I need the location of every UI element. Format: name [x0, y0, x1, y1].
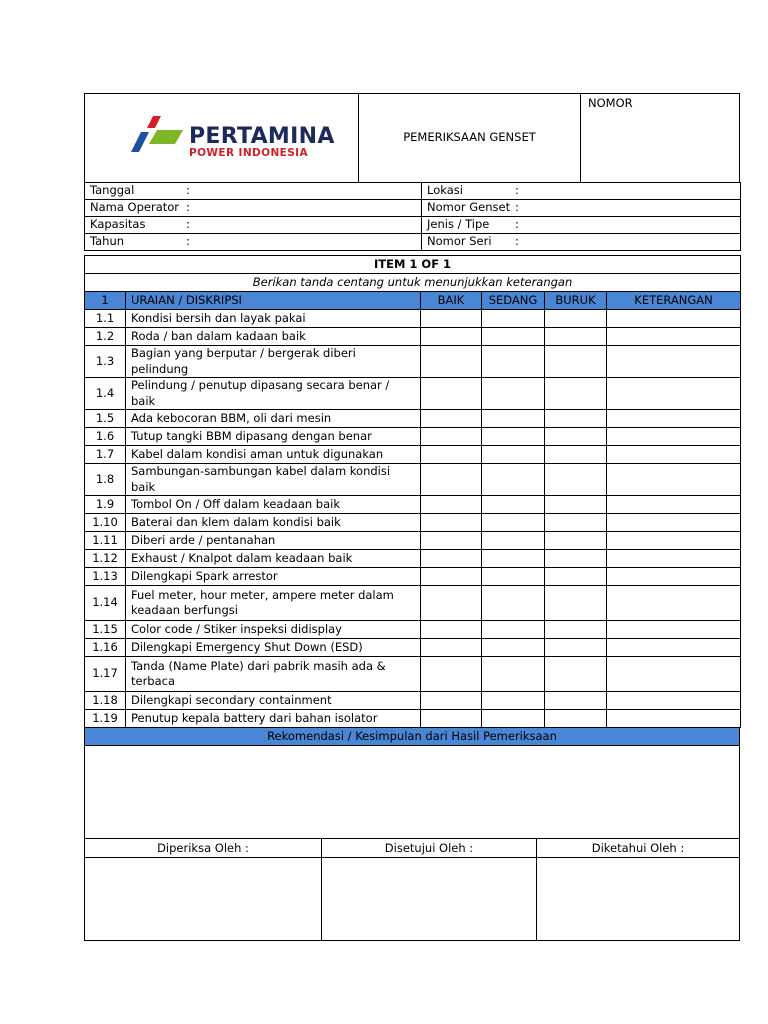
- keterangan-cell[interactable]: [607, 692, 741, 710]
- checklist-row: [85, 446, 741, 464]
- colon: :: [186, 217, 190, 232]
- sedang-checkbox-cell[interactable]: [482, 410, 545, 428]
- buruk-checkbox-cell[interactable]: [545, 428, 607, 446]
- doc-title-cell: [358, 93, 581, 183]
- checklist-row: [85, 496, 741, 514]
- item-title: ITEM 1 OF 1: [85, 256, 741, 274]
- row-number: 1.1: [85, 310, 126, 328]
- signature-block: [84, 839, 740, 941]
- keterangan-cell[interactable]: [607, 621, 741, 639]
- row-description: Dilengkapi Spark arrestor: [126, 568, 421, 586]
- sedang-checkbox-cell[interactable]: [482, 639, 545, 657]
- instruction-text: Berikan tanda centang untuk menunjukkan keterangan: [85, 274, 741, 292]
- row-number: 1.15: [85, 621, 126, 639]
- sedang-checkbox-cell[interactable]: [482, 464, 545, 496]
- row-description: Kabel dalam kondisi aman untuk digunakan: [126, 446, 421, 464]
- sedang-checkbox-cell[interactable]: [482, 532, 545, 550]
- kapasitas-label: Kapasitas: [90, 217, 146, 232]
- disetujui-signature-box[interactable]: [322, 858, 536, 941]
- colon: :: [515, 200, 519, 215]
- colon: :: [515, 217, 519, 232]
- row-description: Dilengkapi secondary containment: [126, 692, 421, 710]
- keterangan-cell[interactable]: [607, 464, 741, 496]
- diperiksa-signature-box[interactable]: [84, 858, 322, 941]
- baik-checkbox-cell[interactable]: [421, 428, 482, 446]
- checklist-row: [85, 328, 741, 346]
- row-description: Tutup tangki BBM dipasang dengan benar: [126, 428, 421, 446]
- checklist-row: [85, 568, 741, 586]
- baik-checkbox-cell[interactable]: [421, 410, 482, 428]
- buruk-checkbox-cell[interactable]: [545, 568, 607, 586]
- sedang-checkbox-cell[interactable]: [482, 657, 545, 692]
- baik-checkbox-cell[interactable]: [421, 586, 482, 621]
- jenis-tipe-field[interactable]: [422, 217, 741, 234]
- baik-checkbox-cell[interactable]: [421, 692, 482, 710]
- checklist-row: [85, 550, 741, 568]
- row-number: 1.7: [85, 446, 126, 464]
- row-description: Roda / ban dalam kadaan baik: [126, 328, 421, 346]
- keterangan-cell[interactable]: [607, 378, 741, 410]
- baik-checkbox-cell[interactable]: [421, 346, 482, 378]
- sedang-checkbox-cell[interactable]: [482, 692, 545, 710]
- sedang-checkbox-cell[interactable]: [482, 550, 545, 568]
- diketahui-signature-box[interactable]: [536, 858, 740, 941]
- nama-operator-label: Nama Operator: [90, 200, 180, 215]
- checklist-row: [85, 532, 741, 550]
- jenis-tipe-label: Jenis / Tipe: [427, 217, 490, 232]
- checklist-table: [84, 255, 741, 728]
- buruk-checkbox-cell[interactable]: [545, 532, 607, 550]
- col-uraian-header: URAIAN / DISKRIPSI: [126, 292, 421, 310]
- row-description: Dilengkapi Emergency Shut Down (ESD): [126, 639, 421, 657]
- colon: :: [515, 234, 519, 249]
- keterangan-cell[interactable]: [607, 328, 741, 346]
- diperiksa-label: Diperiksa Oleh :: [84, 839, 322, 858]
- row-number: 1.16: [85, 639, 126, 657]
- baik-checkbox-cell[interactable]: [421, 328, 482, 346]
- checklist-row: [85, 621, 741, 639]
- sedang-checkbox-cell[interactable]: [482, 346, 545, 378]
- buruk-checkbox-cell[interactable]: [545, 410, 607, 428]
- row-number: 1.18: [85, 692, 126, 710]
- tanggal-field[interactable]: [85, 183, 422, 200]
- row-description: Baterai dan klem dalam kondisi baik: [126, 514, 421, 532]
- keterangan-cell[interactable]: [607, 657, 741, 692]
- tahun-label: Tahun: [90, 234, 125, 249]
- row-number: 1.17: [85, 657, 126, 692]
- sedang-checkbox-cell[interactable]: [482, 496, 545, 514]
- sedang-checkbox-cell[interactable]: [482, 568, 545, 586]
- row-number: 1.4: [85, 378, 126, 410]
- keterangan-cell[interactable]: [607, 310, 741, 328]
- info-table: [84, 182, 741, 251]
- keterangan-cell[interactable]: [607, 410, 741, 428]
- col-baik-header: BAIK: [421, 292, 482, 310]
- lokasi-label: Lokasi: [427, 183, 463, 198]
- colon: :: [186, 200, 190, 215]
- row-number: 1.10: [85, 514, 126, 532]
- keterangan-cell[interactable]: [607, 514, 741, 532]
- row-number: 1.12: [85, 550, 126, 568]
- buruk-checkbox-cell[interactable]: [545, 621, 607, 639]
- baik-checkbox-cell[interactable]: [421, 550, 482, 568]
- buruk-checkbox-cell[interactable]: [545, 496, 607, 514]
- nomor-seri-field[interactable]: [422, 234, 741, 251]
- disetujui-label: Disetujui Oleh :: [322, 839, 536, 858]
- baik-checkbox-cell[interactable]: [421, 710, 482, 728]
- col-buruk-header: BURUK: [545, 292, 607, 310]
- row-description: Penutup kepala battery dari bahan isolator: [126, 710, 421, 728]
- buruk-checkbox-cell[interactable]: [545, 378, 607, 410]
- keterangan-cell[interactable]: [607, 550, 741, 568]
- row-number: 1.14: [85, 586, 126, 621]
- buruk-checkbox-cell[interactable]: [545, 692, 607, 710]
- logo-name: PERTAMINA: [189, 124, 335, 149]
- nomor-genset-field[interactable]: [422, 200, 741, 217]
- row-number: 1.13: [85, 568, 126, 586]
- buruk-checkbox-cell[interactable]: [545, 514, 607, 532]
- nomor-seri-label: Nomor Seri: [427, 234, 492, 249]
- sedang-checkbox-cell[interactable]: [482, 328, 545, 346]
- keterangan-cell[interactable]: [607, 428, 741, 446]
- row-description: Tombol On / Off dalam keadaan baik: [126, 496, 421, 514]
- checklist-row: [85, 514, 741, 532]
- buruk-checkbox-cell[interactable]: [545, 586, 607, 621]
- row-number: 1.3: [85, 346, 126, 378]
- row-description: Kondisi bersih dan layak pakai: [126, 310, 421, 328]
- colon: :: [186, 234, 190, 249]
- baik-checkbox-cell[interactable]: [421, 532, 482, 550]
- row-description: Bagian yang berputar / bergerak diberi pelindung: [126, 346, 421, 378]
- keterangan-cell[interactable]: [607, 496, 741, 514]
- baik-checkbox-cell[interactable]: [421, 464, 482, 496]
- checklist-row: [85, 586, 741, 621]
- baik-checkbox-cell[interactable]: [421, 657, 482, 692]
- keterangan-cell[interactable]: [607, 639, 741, 657]
- col-keterangan-header: KETERANGAN: [607, 292, 741, 310]
- inspection-form: [84, 93, 740, 900]
- colon: :: [515, 183, 519, 198]
- nama-operator-field[interactable]: [85, 200, 422, 217]
- row-description: Pelindung / penutup dipasang secara benar / baik: [126, 378, 421, 410]
- buruk-checkbox-cell[interactable]: [545, 550, 607, 568]
- sedang-checkbox-cell[interactable]: [482, 446, 545, 464]
- sedang-checkbox-cell[interactable]: [482, 621, 545, 639]
- baik-checkbox-cell[interactable]: [421, 639, 482, 657]
- rekomendasi-header: Rekomendasi / Kesimpulan dari Hasil Pemeriksaan: [84, 727, 740, 746]
- keterangan-cell[interactable]: [607, 710, 741, 728]
- checklist-row: [85, 657, 741, 692]
- nomor-label: NOMOR: [588, 96, 633, 110]
- baik-checkbox-cell[interactable]: [421, 378, 482, 410]
- col-sedang-header: SEDANG: [482, 292, 545, 310]
- tanggal-label: Tanggal: [90, 183, 135, 198]
- keterangan-cell[interactable]: [607, 568, 741, 586]
- baik-checkbox-cell[interactable]: [421, 514, 482, 532]
- pertamina-logo-icon: [125, 114, 185, 156]
- nomor-cell: [580, 93, 740, 183]
- checklist-row: [85, 378, 741, 410]
- logo-cell: [84, 93, 358, 183]
- kapasitas-field[interactable]: [85, 217, 422, 234]
- logo-subtitle: POWER INDONESIA: [189, 147, 309, 159]
- row-description: Tanda (Name Plate) dari pabrik masih ada & terbaca: [126, 657, 421, 692]
- row-description: Sambungan-sambungan kabel dalam kondisi baik: [126, 464, 421, 496]
- sedang-checkbox-cell[interactable]: [482, 310, 545, 328]
- row-number: 1.19: [85, 710, 126, 728]
- row-description: Color code / Stiker inspeksi didisplay: [126, 621, 421, 639]
- lokasi-field[interactable]: [422, 183, 741, 200]
- checklist-row: [85, 310, 741, 328]
- buruk-checkbox-cell[interactable]: [545, 310, 607, 328]
- checklist-row: [85, 428, 741, 446]
- sedang-checkbox-cell[interactable]: [482, 514, 545, 532]
- checklist-row: [85, 464, 741, 496]
- rekomendasi-block: [84, 727, 740, 839]
- keterangan-cell[interactable]: [607, 346, 741, 378]
- nomor-genset-label: Nomor Genset: [427, 200, 511, 215]
- sedang-checkbox-cell[interactable]: [482, 378, 545, 410]
- checklist-row: [85, 692, 741, 710]
- baik-checkbox-cell[interactable]: [421, 568, 482, 586]
- row-number: 1.8: [85, 464, 126, 496]
- baik-checkbox-cell[interactable]: [421, 621, 482, 639]
- sedang-checkbox-cell[interactable]: [482, 586, 545, 621]
- row-number: 1.9: [85, 496, 126, 514]
- buruk-checkbox-cell[interactable]: [545, 710, 607, 728]
- col-no-header: 1: [85, 292, 126, 310]
- buruk-checkbox-cell[interactable]: [545, 446, 607, 464]
- row-number: 1.6: [85, 428, 126, 446]
- keterangan-cell[interactable]: [607, 446, 741, 464]
- checklist-row: [85, 410, 741, 428]
- keterangan-cell[interactable]: [607, 532, 741, 550]
- baik-checkbox-cell[interactable]: [421, 446, 482, 464]
- buruk-checkbox-cell[interactable]: [545, 464, 607, 496]
- diketahui-label: Diketahui Oleh :: [536, 839, 740, 858]
- column-header-row: [85, 292, 741, 310]
- checklist-row: [85, 710, 741, 728]
- colon: :: [186, 183, 190, 198]
- row-number: 1.2: [85, 328, 126, 346]
- baik-checkbox-cell[interactable]: [421, 310, 482, 328]
- row-number: 1.5: [85, 410, 126, 428]
- tahun-field[interactable]: [85, 234, 422, 251]
- rekomendasi-textarea[interactable]: [84, 746, 740, 839]
- row-number: 1.11: [85, 532, 126, 550]
- buruk-checkbox-cell[interactable]: [545, 346, 607, 378]
- buruk-checkbox-cell[interactable]: [545, 639, 607, 657]
- buruk-checkbox-cell[interactable]: [545, 328, 607, 346]
- sedang-checkbox-cell[interactable]: [482, 710, 545, 728]
- keterangan-cell[interactable]: [607, 586, 741, 621]
- checklist-row: [85, 639, 741, 657]
- buruk-checkbox-cell[interactable]: [545, 657, 607, 692]
- row-description: Diberi arde / pentanahan: [126, 532, 421, 550]
- checklist-row: [85, 346, 741, 378]
- doc-title: PEMERIKSAAN GENSET: [403, 130, 536, 144]
- row-description: Ada kebocoran BBM, oli dari mesin: [126, 410, 421, 428]
- sedang-checkbox-cell[interactable]: [482, 428, 545, 446]
- row-description: Exhaust / Knalpot dalam keadaan baik: [126, 550, 421, 568]
- baik-checkbox-cell[interactable]: [421, 496, 482, 514]
- row-description: Fuel meter, hour meter, ampere meter dalam keadaan berfungsi: [126, 586, 421, 621]
